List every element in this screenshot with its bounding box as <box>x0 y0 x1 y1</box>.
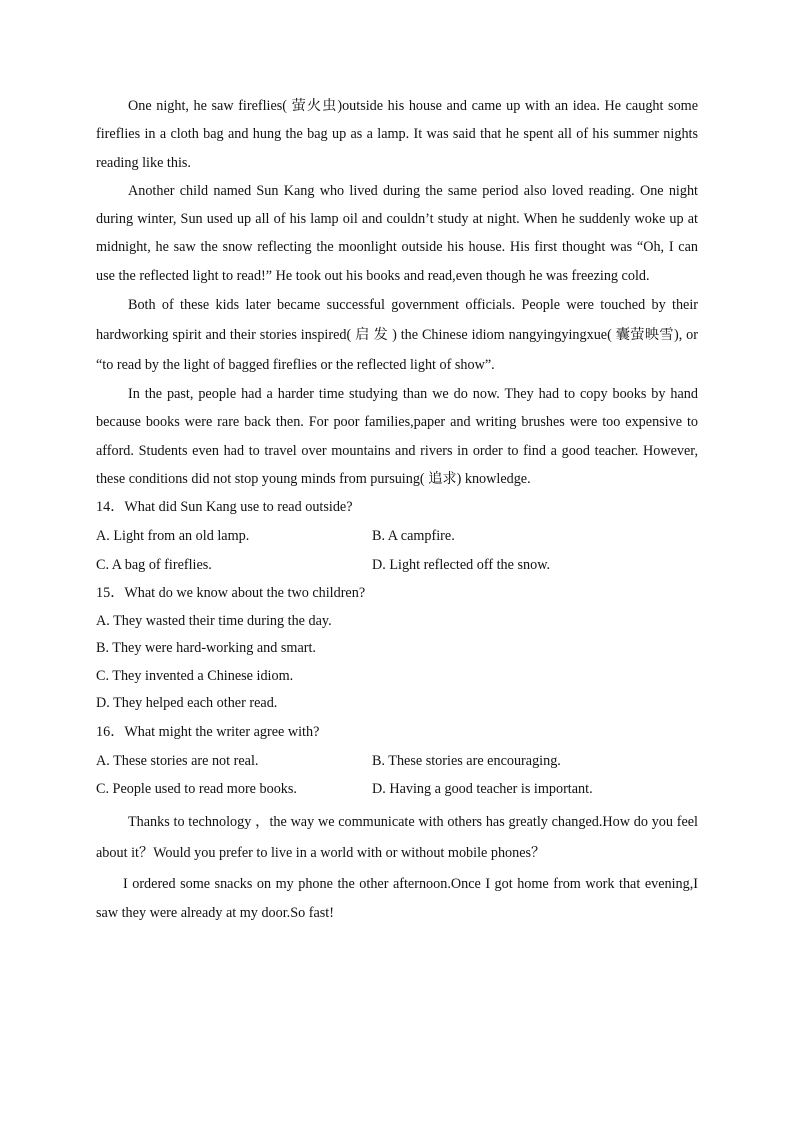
next-passage-intro: Thanks to technology ，the way we communicate with others has greatly changed.How do you feel about it？Would you prefer to live in a world with or without mobile phones？ <box>96 814 698 861</box>
passage-paragraph-4: In the past, people had a harder time studying than we do now. They had to copy books by hand because books were rare back then. For poor families,paper and writing brushes were too expensive to afford. Students even had to travel over mountains and rivers in order to find a good teacher. However, these conditions did not stop young minds from pursuing( 追求) knowledge. <box>96 386 698 487</box>
option-a: A. They wasted their time during the day. <box>96 612 332 629</box>
option-d: D. Having a good teacher is important. <box>372 781 593 798</box>
option-c: C. They invented a Chinese idiom. <box>96 667 294 684</box>
question-number: 15． <box>96 584 125 601</box>
option-b: B. A campfire. <box>372 528 455 545</box>
option-c: C. People used to read more books. <box>96 781 297 798</box>
question-number: 16． <box>96 723 125 740</box>
question-14 <box>96 493 698 579</box>
option-b: B. These stories are encouraging. <box>372 752 561 769</box>
option-b: B. They were hard-working and smart. <box>96 640 316 657</box>
question-stem <box>96 579 698 608</box>
question-15 <box>96 579 698 718</box>
question-16 <box>96 718 698 804</box>
passage-paragraph-1: One night, he saw fireflies( 萤火虫)outside his house and came up with an idea. He caught some fireflies in a cloth bag and hung the bag up as a lamp. It was said that he spent all of his summer nights reading like this. <box>96 98 698 171</box>
next-passage-paragraph-1: I ordered some snacks on my phone the other afternoon.Once I got home from work that evening,I saw they were already at my door.So fast! <box>96 876 698 921</box>
passage-paragraph-2: Another child named Sun Kang who lived during the same period also loved reading. One night during winter, Sun used up all of his lamp oil and couldn’t study at night. When he suddenly woke up at midnight, he saw the snow reflecting the moonlight outside his house. His first thought was “Oh, I can use the reflected light to read!” He took out his books and read,even though he was freezing cold. <box>96 182 698 284</box>
option-c: C. A bag of fireflies. <box>96 556 212 573</box>
question-text: What might the writer agree with? <box>124 723 320 740</box>
question-number: 14． <box>96 499 125 516</box>
option-a: A. Light from an old lamp. <box>96 528 250 545</box>
question-stem <box>96 493 698 522</box>
question-text: What did Sun Kang use to read outside? <box>124 499 353 516</box>
passage-paragraph-3: Both of these kids later became successful government officials. People were touched by their hardworking spirit and their stories inspired( 启 发 ) the Chinese idiom nangyingyingxue( 囊萤映雪), or “to read by the light of bagged fireflies or the reflected light of show”. <box>96 297 698 374</box>
option-d: D. Light reflected off the snow. <box>372 556 551 573</box>
option-a: A. These stories are not real. <box>96 752 259 769</box>
question-stem <box>96 718 698 747</box>
question-text: What do we know about the two children? <box>124 584 366 601</box>
document-page <box>96 92 698 927</box>
option-d: D. They helped each other read. <box>96 695 278 712</box>
